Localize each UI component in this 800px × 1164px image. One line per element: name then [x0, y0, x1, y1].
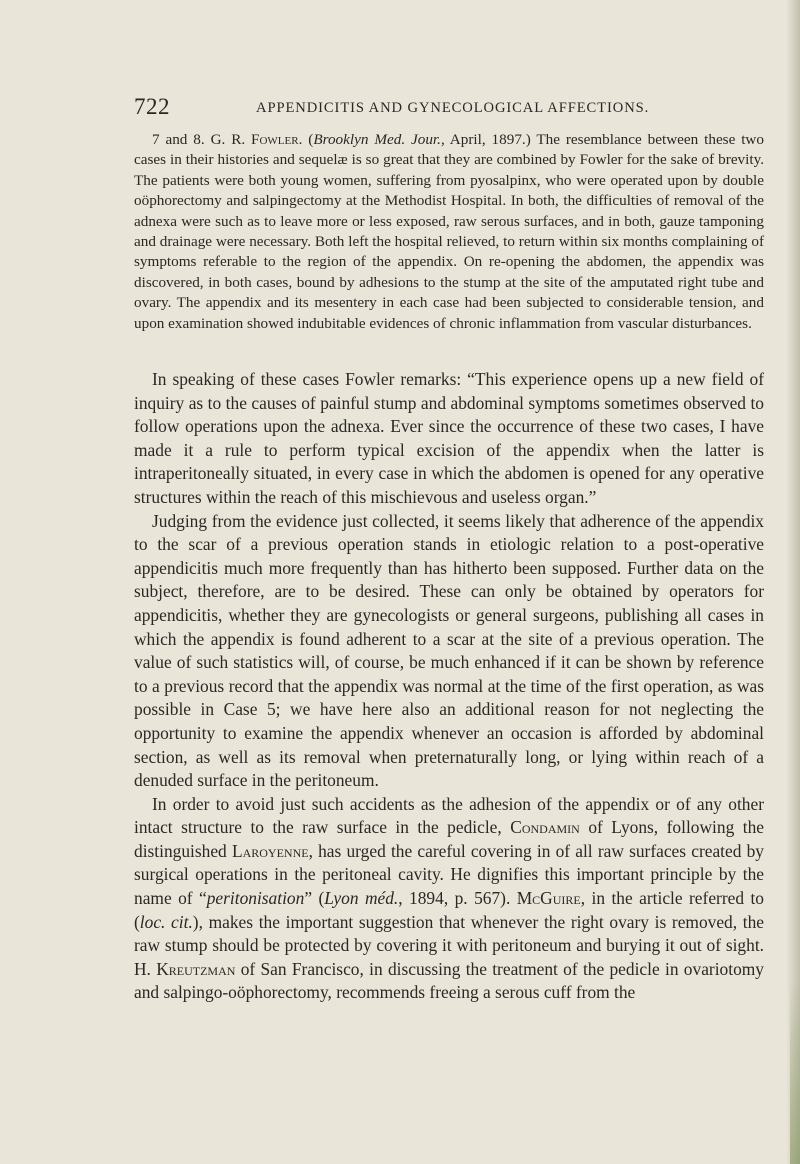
author-condamin: Condamin	[510, 817, 580, 838]
discussion-paragraph-1: In speaking of these cases Fowler remarks: “This experience opens up a new field of inquiry as to the causes of painful stump and abdominal symptoms sometimes observed to follow operations upon the adnexa. Ever since the occurrence of these two cases, I have made it a rule to perform typical excision of the appendix when the latter is intraperitoneally situated, in every case in which the abdomen is opened for any operative structures within the reach of this mischievous and useless organ.”	[134, 369, 764, 507]
author-laroyenne: Laroyenne	[231, 840, 309, 861]
author-mcguire: McGuire	[516, 888, 581, 909]
text-run: , in the article referred to (	[134, 888, 764, 932]
case-report-block	[134, 130, 764, 334]
journal-name: Brooklyn Med. Jour.	[313, 131, 441, 148]
case-number: 7 and 8. G. R.	[152, 131, 252, 148]
page-number: 722	[134, 94, 170, 119]
term-peritonisation: peritonisation	[206, 888, 305, 909]
text-run: In order to avoid just such accidents as the adhesion of the appendix or of any other intact structure to the raw surface in the pedicle,	[134, 793, 764, 838]
discussion-paragraph-2: Judging from the evidence just collected, it seems likely that adherence of the appendix to the scar of a previous operation stands in etiologic relation to a post-operative appendicitis much more frequently than has hitherto been supposed. Further data on the subject, therefore, are to be desired. These can only be obtained by operators for appendicitis, whether they are gynecologists or general surgeons, publishing all cases in which the appendix is found adherent to a scar at the site of a previous operation. The value of such statistics will, of course, be much enhanced if it can be shown by reference to a previous record that the appendix was normal at the time of the first operation, as was possible in Case 5; we have here also an additional reason for not neglecting the opportunity to examine the appendix whenever an occasion is afforded by abdominal section, as well as its removal when preternaturally long, or lying within reach of a denuded surface in the peritoneum.	[134, 510, 764, 791]
source-lyon-med: Lyon méd.	[324, 888, 399, 909]
citation-close: , April, 1897.)	[440, 131, 531, 148]
case-author: Fowler	[251, 131, 299, 148]
citation-open: . (	[298, 131, 314, 148]
loc-cit: loc. cit.	[139, 911, 193, 932]
text-run: , 1894, p. 567).	[398, 888, 517, 909]
author-kreutzman: Kreutzman	[156, 958, 236, 979]
running-title: APPENDICITIS AND GYNECOLOGICAL AFFECTIONS.	[256, 100, 650, 116]
case-report-paragraph	[134, 130, 764, 334]
text-run: ), makes the important suggestion that whenever the right ovary is removed, the raw stump should be protected by covering it with peritoneum and burying it out of sight. H.	[134, 911, 765, 979]
text-run: ” (	[304, 888, 325, 909]
case-report-body: The resemblance between these two cases in their histories and sequelæ is so great that they are combined by Fowler for the sake of brevity. The patients were both young women, suffering from pyosalpinx, who were operated upon by double oöphorectomy and salpingectomy at the Methodist Hospital. In both, the difficulties of removal of the adnexa were such as to leave more or less exposed, raw serous surfaces, and in both, gauze tamponing and drainage were necessary. Both left the hospital relieved, to return within six months complaining of symptoms referable to the region of the appendix. On re-opening the abdomen, the appendix was discovered, in both cases, bound by adhesions to the stump at the site of the amputated right tube and ovary. The appendix and its mesentery in each case had been subjected to considerable tension, and upon examination showed indubitable evidences of chronic inflammation from vascular disturbances.	[134, 131, 764, 332]
discussion-paragraph-3	[134, 793, 764, 1005]
page-edge-stain	[790, 980, 800, 1164]
text-run: of San Francisco, in discussing the treatment of the pedicle in ovariotomy and salpingo-oöphorectomy, recommends freeing a serous cuff from the	[134, 958, 764, 1003]
text-run: , has urged the careful covering in of all raw surfaces created by surgical operations in the peritoneal cavity. He dignifies this important principle by the name of “	[134, 840, 765, 909]
text-run: of Lyons, following the distinguished	[134, 817, 764, 861]
discussion-block	[134, 368, 764, 1005]
running-head	[134, 94, 734, 124]
